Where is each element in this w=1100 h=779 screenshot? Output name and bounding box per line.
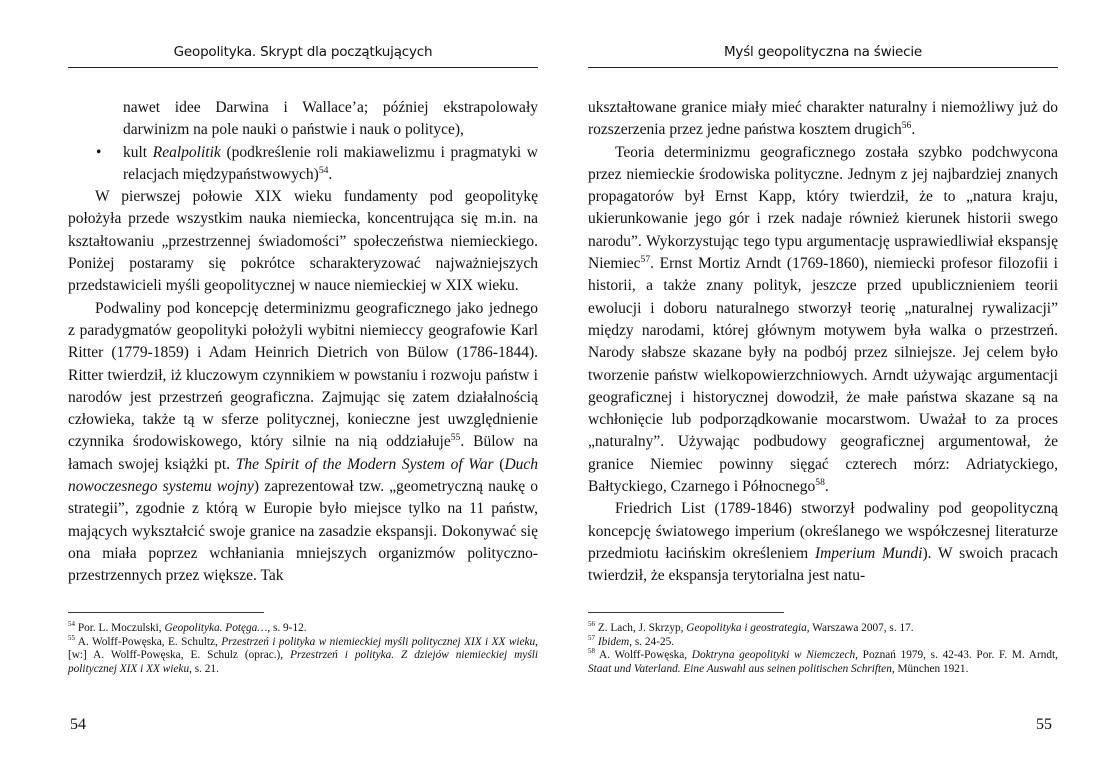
italic-text: Imperium Mundi: [814, 544, 923, 562]
italic-text: Geopolityka i geostrategia: [686, 622, 807, 634]
paragraph: [68, 186, 538, 297]
running-header: Myśl geopolityczna na świecie: [723, 44, 923, 60]
text-run: , s. 21.: [189, 662, 219, 675]
text-run: Por. L. Moczulski,: [75, 622, 165, 634]
header-rule: [588, 67, 1058, 68]
bullet-text: [123, 144, 538, 183]
footnote-ref: 58: [588, 647, 595, 656]
footnote-ref: 55: [68, 633, 75, 642]
right-page: [578, 0, 1078, 779]
footnote: [68, 622, 538, 636]
text-run: Friedrich List (1789-1846) stworzył podwaliny pod geopolityczną koncepcję światowego imperium (określanego we współczesnej literaturze przedmiotu łacińskim określeniem: [588, 500, 1058, 562]
running-header: Geopolityka. Skrypt dla początkujących: [173, 44, 433, 60]
text-run: (podkreślenie roli makiawelizmu i pragmatyki w relacjach międzypaństwowych): [123, 143, 538, 183]
text-run: . Ernst Mortiz Arndt (1769-1860), niemiecki profesor filozofii i historii, a także znany polityk, jeszcze przed upublicznieniem teorii ewolucji i doboru naturalnego stworzył teorię „naturalnej rywalizacji” między narodami, której głównym motywem była walka o przestrzeń. Narody słabsze skazane były na podbój przez silniejsze. Jej celem było tworzenie państw wielkopowierzchniowych. Arndt używając argumentacji geograficznej i historycznej dowodził, że małe państwa skazane są na wchłonięcie lub podporządkowanie mocarstwom. Uważał to za proces „naturalny”. Używając podbudowy geograficznej argumentował, że granice Niemiec powinny sięgać czterech mórz: Adriatyckiego, Bałtyckiego, Czarnego i Północnego: [588, 255, 1058, 496]
footnotes: [588, 622, 1058, 676]
footnote-ref: 56: [588, 620, 595, 629]
text-run: , [w:] A. Wolff-Powęska, E. Schulz (oprac.),: [68, 635, 538, 662]
body-text: [588, 97, 1058, 588]
footnote-ref: 57: [588, 633, 595, 642]
text-run: kult: [123, 143, 153, 161]
italic-text: The Spirit of the Modern System of War: [235, 455, 494, 473]
paragraph: [588, 142, 1058, 499]
text-run: (: [493, 455, 505, 473]
italic-text: Duch nowoczesnego systemu wojny: [68, 455, 539, 496]
text-run: Teoria determinizmu geograficznego została szybko podchwycona przez niemieckie środowiska polityczne. Jednym z jej najbardziej znanych propagatorów był Ernst Kapp, który twierdził, że to „natura kraju, ukierunkowanie jego gór i rzek nadaje również kierunek historii swego narodu”. Wykorzystując tego typu argumentację usprawiedliwiał ekspansję Niemiec: [588, 143, 1058, 273]
text-run: .: [328, 165, 333, 183]
text-run: ). W swoich pracach twierdził, że ekspansja terytorialna jest natu-: [588, 544, 1058, 585]
footnote-ref: 58: [815, 476, 825, 488]
footnote: [588, 649, 1058, 676]
italic-text: Doktryna geopolityki w Niemczech: [691, 649, 856, 662]
italic-text: Ibidem: [597, 635, 630, 648]
bullet-continuation: [68, 97, 538, 142]
footnote: [588, 622, 1058, 636]
bullet-item: [68, 142, 538, 187]
text-run: ukształtowane granice miały mieć charakter naturalny i niemożliwy już do rozszerzenia przez jedne państwa kosztem drugich: [588, 99, 1058, 139]
left-page: [58, 0, 558, 779]
text-run: .: [824, 478, 829, 496]
header-rule: [68, 67, 538, 68]
text-run: .: [911, 121, 916, 139]
italic-text: Geopolityka. Potęga…: [164, 622, 268, 634]
footnote-ref: 54: [318, 164, 329, 176]
italic-text: Przestrzeń i polityka w niemieckiej myśli politycznej XIX i XX wieku: [221, 635, 536, 648]
page-number: 55: [1036, 716, 1052, 733]
text-run: Podwaliny pod koncepcję determinizmu geograficznego jako jednego z paradygmatów geopolityki położyli wybitni niemieccy geografowie Karl Ritter (1779-1859) i Adam Heinrich Dietrich von Bülow (1786-1844). Ritter twierdził, iż kluczowym czynnikiem w powstaniu i rozwoju państw i narodów jest przestrzeń geograficzna. Zajmując się zatem działalnością człowieka, także tą w sferze politycznej, konieczne jest uwzględnienie czynnika środowiskowego, który silnie na nią oddziałuje: [68, 299, 538, 451]
footnote: [588, 633, 1058, 650]
footnote-ref: 55: [450, 432, 461, 444]
footnote-ref: 57: [640, 253, 651, 265]
text-run: Z. Lach, J. Skrzyp,: [595, 622, 687, 634]
page-number: 54: [70, 716, 86, 733]
text-run: ) zaprezentował tzw. „geometryczną naukę o strategii”, zgodnie z którą w Europie było miejsce tylko na 11 państw, mających wykształcić swoje granice na zasadzie ekspansji. Dokonywać się ona miała poprzez wchłaniania mniejszych organizmów polityczno-przestrzennych przez większe. Tak: [68, 478, 539, 585]
text-run: , München 1921.: [891, 662, 969, 675]
text-run: . Bülow na łamach swojej książki pt.: [68, 433, 539, 473]
italic-text: Realpolitik: [152, 143, 221, 161]
footnotes: [68, 622, 538, 676]
text-run: , s. 9-12.: [267, 622, 307, 634]
footnote: [68, 633, 538, 677]
text-run: , Poznań 1979, s. 42-43. Por. F. M. Arndt,: [855, 649, 1058, 662]
paragraph-continuation: [588, 97, 1058, 142]
text-run: A. Wolff-Powęska,: [595, 649, 692, 662]
italic-text: Przestrzeń i polityka. Z dziejów niemieckiej myśli politycznej XIX i XX wieku: [68, 649, 538, 675]
paragraph: [588, 498, 1058, 587]
footnote-ref: 56: [901, 120, 912, 132]
footnote-separator: [68, 612, 264, 613]
footnote-separator: [588, 612, 784, 613]
footnote-ref: 54: [68, 620, 75, 629]
text-run: A. Wolff-Powęska, E. Schultz,: [75, 635, 222, 648]
text-run: , Warszawa 2007, s. 17.: [806, 622, 914, 634]
text-run: , s. 24-25.: [629, 635, 675, 648]
italic-text: Staat und Vaterland. Eine Auswahl aus seinen politischen Schriften: [588, 662, 892, 675]
paragraph: [68, 298, 538, 588]
text-run: nawet idee Darwina i Wallace’a; później ekstrapolowały darwinizm na pole nauki o państwie i nauk o polityce),: [123, 99, 538, 139]
body-text: [68, 97, 538, 588]
text-run: W pierwszej połowie XIX wieku fundamenty pod geopolitykę położyła przede wszystkim nauka niemiecka, koncentrująca się m.in. na kształtowaniu „przestrzennej świadomości” społeczeństwa niemieckiego. Poniżej postaramy się pokrótce scharakteryzować najważniejszych przedstawicieli myśli geopolitycznej w nauce niemieckiej w XIX wieku.: [68, 188, 538, 295]
bullet-icon: •: [96, 143, 102, 161]
